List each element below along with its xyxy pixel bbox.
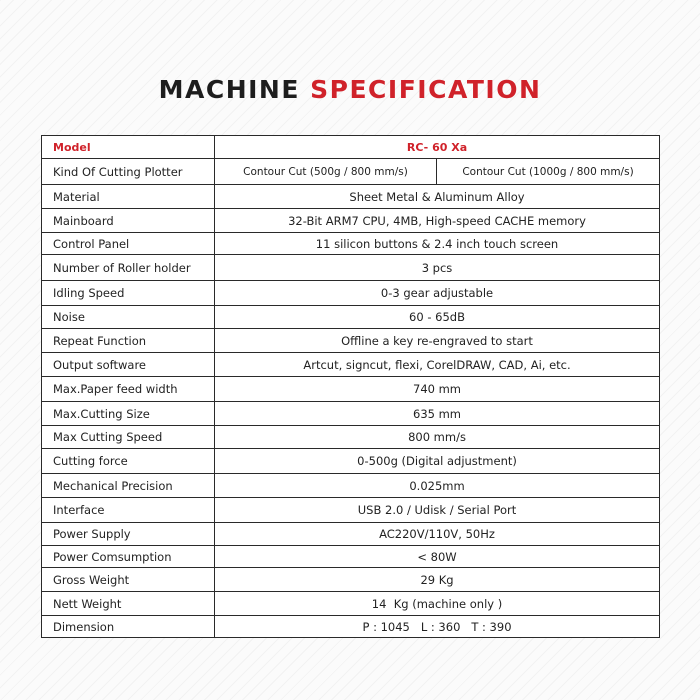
header-model-value: RC- 60 Xa	[215, 136, 660, 159]
table-row	[42, 498, 660, 523]
row-label: Cutting force	[42, 449, 215, 474]
row-value: Artcut, signcut, flexi, CorelDRAW, CAD, Ai, etc.	[215, 353, 660, 377]
row-label: Gross Weight	[42, 568, 215, 592]
row-value: 0-500g (Digital adjustment)	[215, 449, 660, 474]
row-label: Interface	[42, 498, 215, 523]
row-label: Max.Cutting Size	[42, 402, 215, 426]
table-row	[42, 592, 660, 616]
spec-table	[41, 135, 660, 638]
table-row	[42, 568, 660, 592]
table-row	[42, 281, 660, 306]
row-label: Number of Roller holder	[42, 255, 215, 281]
row-value: 29 Kg	[215, 568, 660, 592]
row-value: 11 silicon buttons & 2.4 inch touch screen	[215, 233, 660, 255]
row-label: Control Panel	[42, 233, 215, 255]
row-value: AC220V/110V, 50Hz	[215, 523, 660, 546]
table-row	[42, 426, 660, 449]
row-label: Mechanical Precision	[42, 474, 215, 498]
page-title	[0, 74, 700, 106]
table-row	[42, 306, 660, 329]
row-label: Max Cutting Speed	[42, 426, 215, 449]
row-value: 740 mm	[215, 377, 660, 402]
table-row	[42, 377, 660, 402]
row-label: Kind Of Cutting Plotter	[42, 159, 215, 185]
row-value: < 80W	[215, 546, 660, 568]
row-value: 0.025mm	[215, 474, 660, 498]
plotter-option-b: Contour Cut (1000g / 800 mm/s)	[437, 159, 660, 185]
table-row	[42, 616, 660, 638]
plotter-option-a: Contour Cut (500g / 800 mm/s)	[215, 159, 437, 185]
table-header-row	[42, 136, 660, 159]
table-row	[42, 402, 660, 426]
row-label: Mainboard	[42, 209, 215, 233]
row-label: Material	[42, 185, 215, 209]
table-row	[42, 233, 660, 255]
table-row	[42, 209, 660, 233]
row-label: Repeat Function	[42, 329, 215, 353]
title-machine: MACHINE	[158, 75, 300, 104]
table-row	[42, 255, 660, 281]
row-value: 800 mm/s	[215, 426, 660, 449]
row-value: P : 1045 L : 360 T : 390	[215, 616, 660, 638]
row-value: 3 pcs	[215, 255, 660, 281]
row-label: Dimension	[42, 616, 215, 638]
row-label: Output software	[42, 353, 215, 377]
row-value: Offline a key re-engraved to start	[215, 329, 660, 353]
table-row	[42, 185, 660, 209]
row-label: Max.Paper feed width	[42, 377, 215, 402]
table-row	[42, 474, 660, 498]
row-value: 635 mm	[215, 402, 660, 426]
table-row	[42, 353, 660, 377]
row-value: USB 2.0 / Udisk / Serial Port	[215, 498, 660, 523]
header-label: Model	[42, 136, 215, 159]
row-value: 0-3 gear adjustable	[215, 281, 660, 306]
row-value: 32-Bit ARM7 CPU, 4MB, High-speed CACHE memory	[215, 209, 660, 233]
row-label: Power Comsumption	[42, 546, 215, 568]
row-label: Power Supply	[42, 523, 215, 546]
table-row	[42, 523, 660, 546]
table-row	[42, 329, 660, 353]
row-value: Sheet Metal & Aluminum Alloy	[215, 185, 660, 209]
table-row	[42, 546, 660, 568]
table-row	[42, 449, 660, 474]
row-label: Nett Weight	[42, 592, 215, 616]
row-value: 14 Kg (machine only )	[215, 592, 660, 616]
row-value: 60 - 65dB	[215, 306, 660, 329]
table-row-plotter	[42, 159, 660, 185]
row-label: Idling Speed	[42, 281, 215, 306]
title-specification: SPECIFICATION	[310, 75, 542, 104]
row-label: Noise	[42, 306, 215, 329]
